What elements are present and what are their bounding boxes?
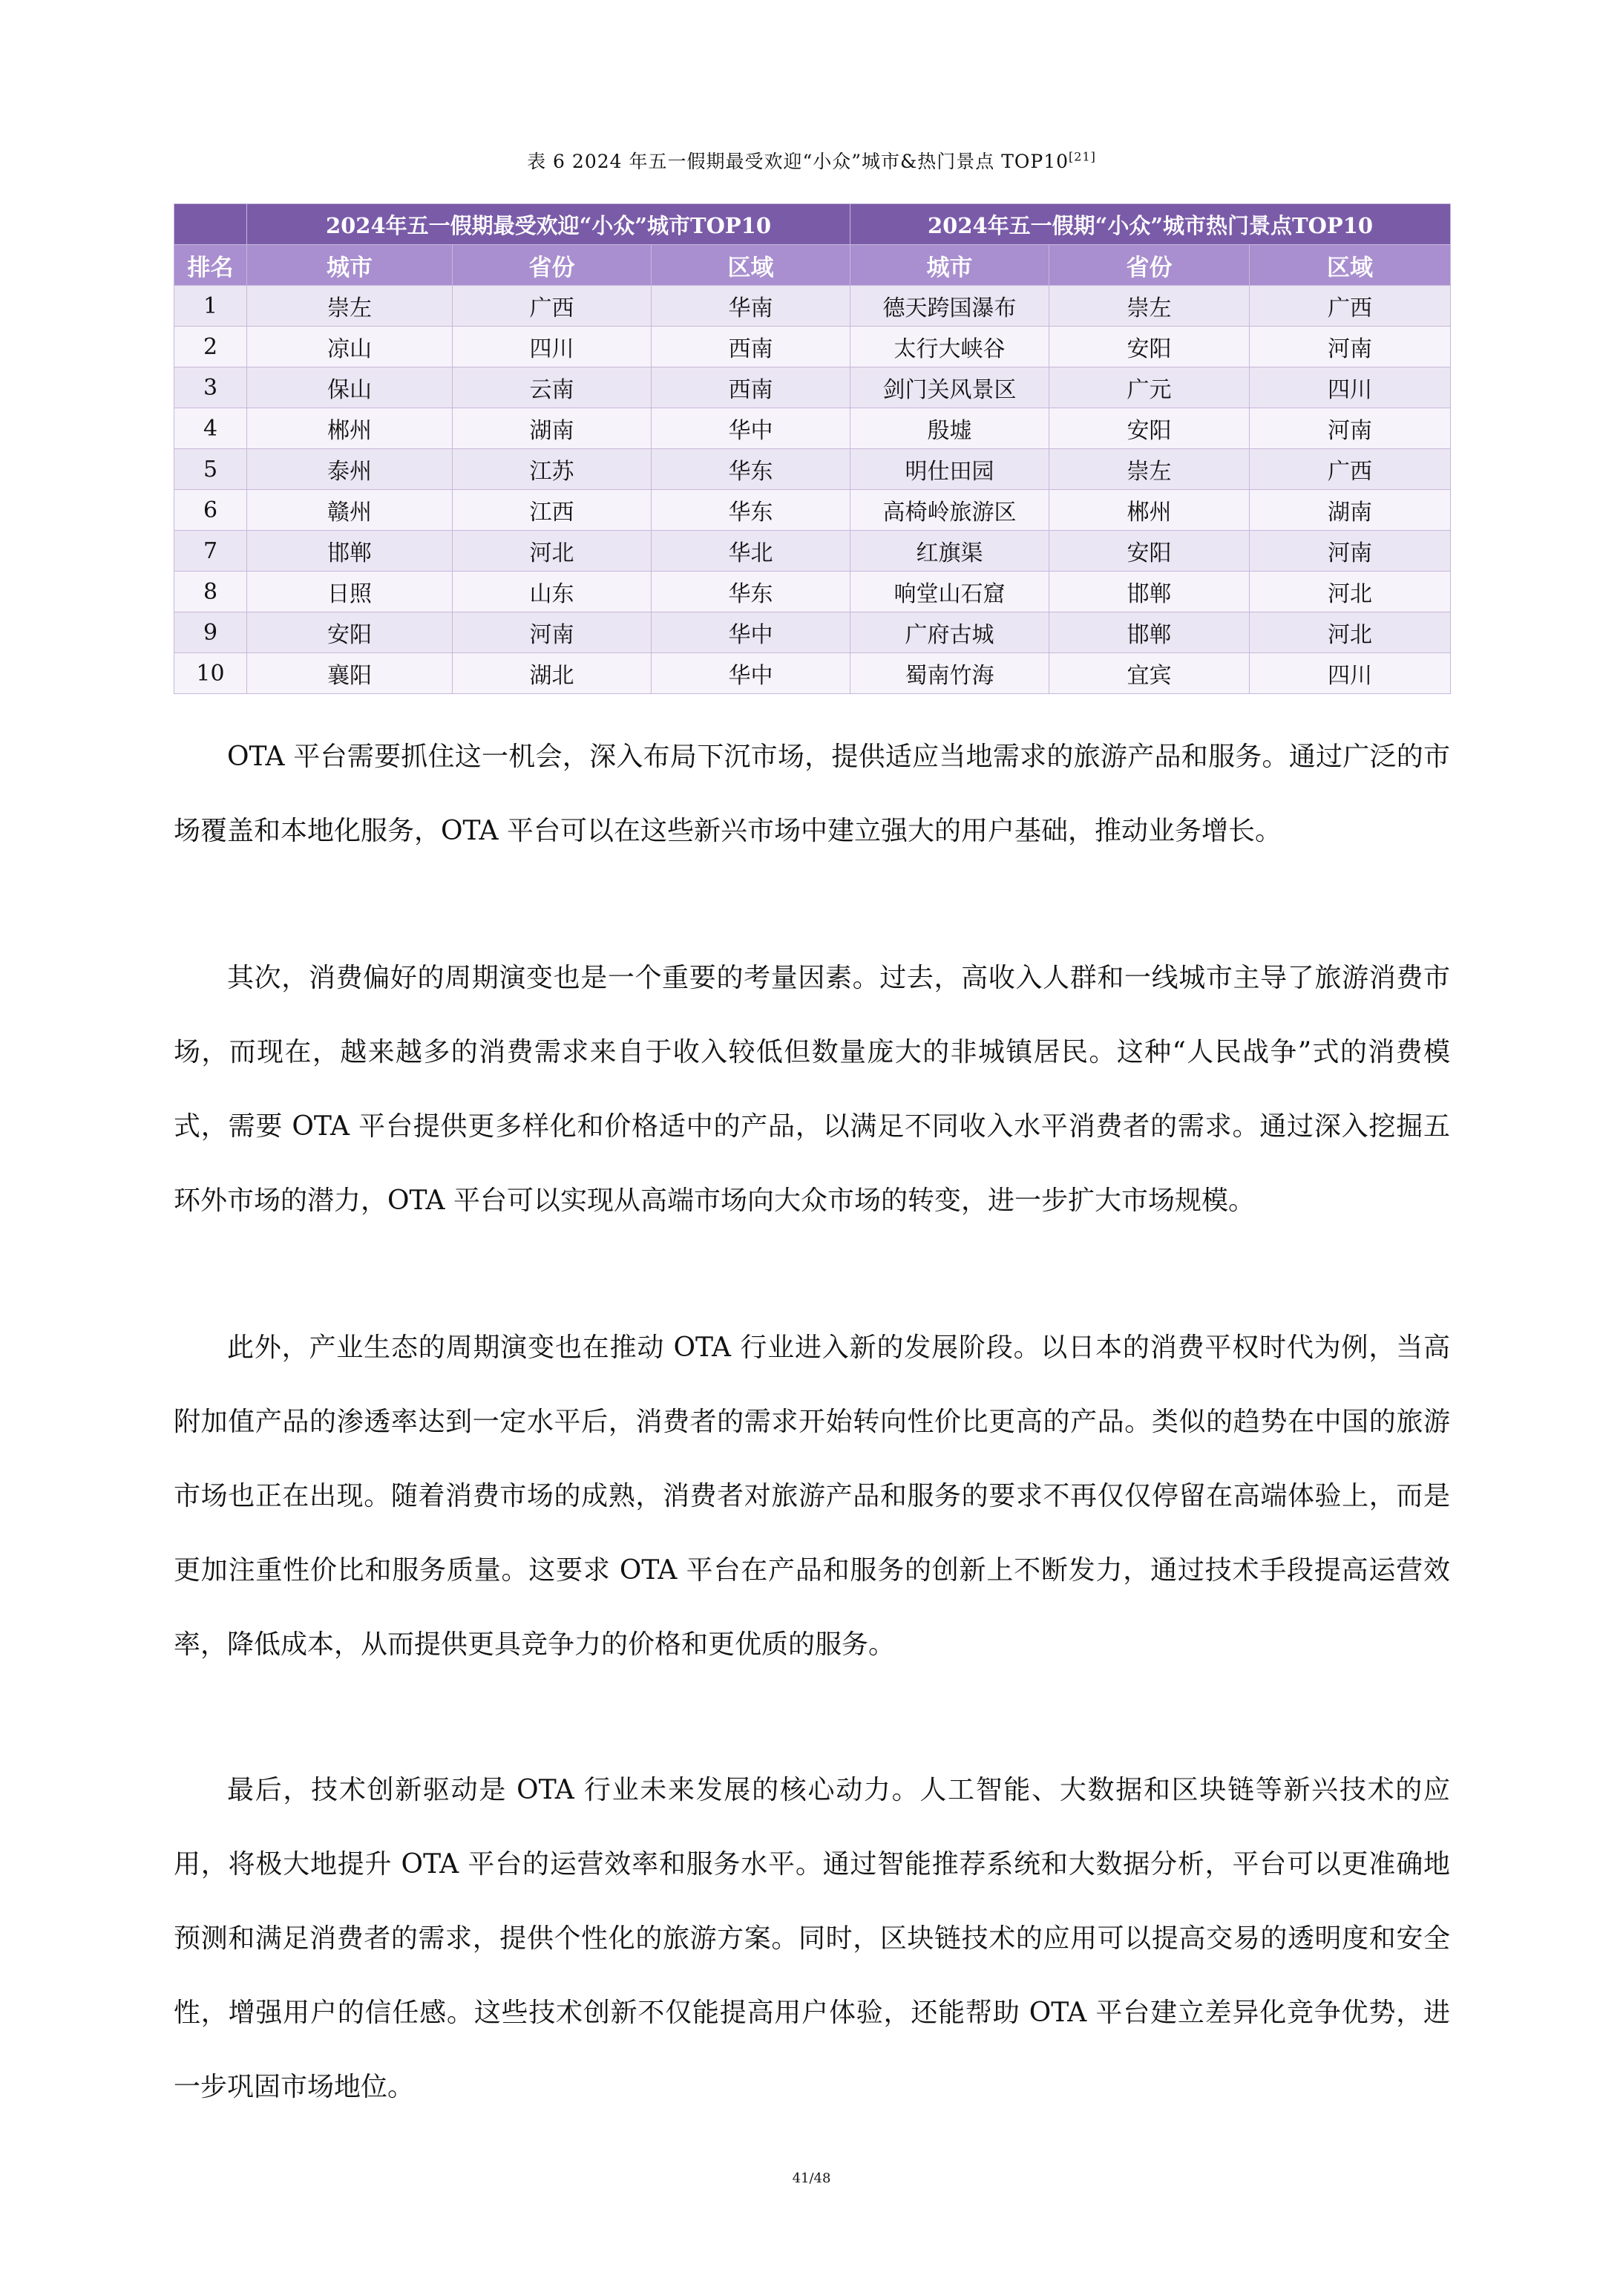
cell-rank: 4 <box>174 408 247 449</box>
group-header-blank <box>174 204 247 245</box>
caption-text: 表 6 2024 年五一假期最受欢迎“小众”城市&热门景点 TOP10 <box>527 151 1069 172</box>
cell-attraction-region: 河北 <box>1250 612 1451 653</box>
cell-attraction-province: 邯郸 <box>1049 612 1250 653</box>
cell-attraction: 广府古城 <box>850 612 1049 653</box>
cell-province: 湖南 <box>453 408 652 449</box>
cell-region: 华东 <box>652 572 850 612</box>
cell-attraction-region: 河北 <box>1250 572 1451 612</box>
cell-province: 云南 <box>453 367 652 408</box>
cell-region: 华东 <box>652 490 850 531</box>
cell-attraction: 太行大峡谷 <box>850 327 1049 367</box>
cell-region: 华南 <box>652 286 850 327</box>
table-row <box>174 286 1451 327</box>
cell-attraction-province: 安阳 <box>1049 531 1250 572</box>
cell-region: 西南 <box>652 367 850 408</box>
column-header-attraction: 城市 <box>850 245 1049 286</box>
cell-rank: 2 <box>174 327 247 367</box>
cell-attraction-province: 崇左 <box>1049 449 1250 490</box>
cell-attraction-province: 邯郸 <box>1049 572 1250 612</box>
cell-attraction: 剑门关风景区 <box>850 367 1049 408</box>
top10-table <box>174 203 1451 694</box>
group-header-cities: 2024年五一假期最受欢迎“小众”城市TOP10 <box>247 204 850 245</box>
table-row <box>174 612 1451 653</box>
table-row <box>174 327 1451 367</box>
cell-city: 邯郸 <box>247 531 453 572</box>
cell-attraction-province: 安阳 <box>1049 408 1250 449</box>
cell-rank: 8 <box>174 572 247 612</box>
cell-city: 襄阳 <box>247 653 453 694</box>
cell-attraction: 蜀南竹海 <box>850 653 1049 694</box>
paragraph-4: 最后，技术创新驱动是 OTA 行业未来发展的核心动力。人工智能、大数据和区块链等新兴技术的应用，将极大地提升 OTA 平台的运营效率和服务水平。通过智能推荐系统和大数据分析，平台可以更准确地预测和满足消费者的需求，提供个性化的旅游方案。同时，区块链技术的应用可以提高交易的透明度和安全性，增强用户的信任感。这些技术创新不仅能提高用户体验，还能帮助 OTA 平台建立差异化竞争优势，进一步巩固市场地位。 <box>174 1775 1450 2102</box>
cell-rank: 6 <box>174 490 247 531</box>
cell-attraction-region: 广西 <box>1250 449 1451 490</box>
cell-city: 赣州 <box>247 490 453 531</box>
cell-region: 华中 <box>652 408 850 449</box>
column-header-province: 省份 <box>453 245 652 286</box>
cell-attraction-region: 四川 <box>1250 367 1451 408</box>
cell-rank: 1 <box>174 286 247 327</box>
cell-attraction: 高椅岭旅游区 <box>850 490 1049 531</box>
table-row <box>174 572 1451 612</box>
cell-attraction: 明仕田园 <box>850 449 1049 490</box>
cell-province: 河北 <box>453 531 652 572</box>
cell-attraction: 红旗渠 <box>850 531 1049 572</box>
table-row <box>174 490 1451 531</box>
column-header-attraction-province: 省份 <box>1049 245 1250 286</box>
cell-region: 西南 <box>652 327 850 367</box>
table-row <box>174 408 1451 449</box>
cell-attraction-region: 河南 <box>1250 531 1451 572</box>
table-caption <box>0 147 1623 174</box>
cell-attraction: 德天跨国瀑布 <box>850 286 1049 327</box>
cell-city: 日照 <box>247 572 453 612</box>
cell-rank: 3 <box>174 367 247 408</box>
page-number: 41/48 <box>792 2171 831 2186</box>
cell-attraction-region: 河南 <box>1250 327 1451 367</box>
column-header-region: 区域 <box>652 245 850 286</box>
table-row <box>174 449 1451 490</box>
cell-attraction-province: 宜宾 <box>1049 653 1250 694</box>
caption-reference: [21] <box>1069 149 1096 164</box>
cell-city: 凉山 <box>247 327 453 367</box>
cell-city: 泰州 <box>247 449 453 490</box>
cell-attraction-province: 郴州 <box>1049 490 1250 531</box>
column-header-city: 城市 <box>247 245 453 286</box>
cell-attraction-region: 河南 <box>1250 408 1451 449</box>
cell-attraction-province: 广元 <box>1049 367 1250 408</box>
cell-province: 四川 <box>453 327 652 367</box>
cell-province: 江西 <box>453 490 652 531</box>
paragraph-2: 其次，消费偏好的周期演变也是一个重要的考量因素。过去，高收入人群和一线城市主导了旅游消费市场，而现在，越来越多的消费需求来自于收入较低但数量庞大的非城镇居民。这种“人民战争”式的消费模式，需要 OTA 平台提供更多样化和价格适中的产品，以满足不同收入水平消费者的需求。通过深入挖掘五环外市场的潜力，OTA 平台可以实现从高端市场向大众市场的转变，进一步扩大市场规模。 <box>174 963 1450 1216</box>
cell-attraction-region: 四川 <box>1250 653 1451 694</box>
cell-attraction-region: 广西 <box>1250 286 1451 327</box>
cell-rank: 7 <box>174 531 247 572</box>
paragraph-1: OTA 平台需要抓住这一机会，深入布局下沉市场，提供适应当地需求的旅游产品和服务。通过广泛的市场覆盖和本地化服务，OTA 平台可以在这些新兴市场中建立强大的用户基础，推动业务增长。 <box>174 742 1450 846</box>
cell-region: 华中 <box>652 612 850 653</box>
group-header-row <box>174 204 1451 245</box>
table-row <box>174 367 1451 408</box>
cell-attraction-province: 安阳 <box>1049 327 1250 367</box>
cell-region: 华东 <box>652 449 850 490</box>
group-header-attractions: 2024年五一假期“小众”城市热门景点TOP10 <box>850 204 1451 245</box>
column-header-attraction-region: 区域 <box>1250 245 1451 286</box>
cell-province: 河南 <box>453 612 652 653</box>
cell-attraction: 殷墟 <box>850 408 1049 449</box>
cell-region: 华中 <box>652 653 850 694</box>
cell-province: 江苏 <box>453 449 652 490</box>
cell-province: 山东 <box>453 572 652 612</box>
cell-rank: 10 <box>174 653 247 694</box>
cell-province: 广西 <box>453 286 652 327</box>
cell-province: 湖北 <box>453 653 652 694</box>
cell-city: 崇左 <box>247 286 453 327</box>
cell-region: 华北 <box>652 531 850 572</box>
table-row <box>174 653 1451 694</box>
cell-city: 郴州 <box>247 408 453 449</box>
cell-rank: 5 <box>174 449 247 490</box>
cell-attraction-province: 崇左 <box>1049 286 1250 327</box>
column-header-rank: 排名 <box>174 245 247 286</box>
table-row <box>174 531 1451 572</box>
cell-attraction: 响堂山石窟 <box>850 572 1049 612</box>
cell-attraction-region: 湖南 <box>1250 490 1451 531</box>
paragraph-3: 此外，产业生态的周期演变也在推动 OTA 行业进入新的发展阶段。以日本的消费平权时代为例，当高附加值产品的渗透率达到一定水平后，消费者的需求开始转向性价比更高的产品。类似的趋势在中国的旅游市场也正在出现。随着消费市场的成熟，消费者对旅游产品和服务的要求不再仅仅停留在高端体验上，而是更加注重性价比和服务质量。这要求 OTA 平台在产品和服务的创新上不断发力，通过技术手段提高运营效率，降低成本，从而提供更具竞争力的价格和更优质的服务。 <box>174 1332 1450 1660</box>
cell-city: 保山 <box>247 367 453 408</box>
column-header-row <box>174 245 1451 286</box>
cell-rank: 9 <box>174 612 247 653</box>
cell-city: 安阳 <box>247 612 453 653</box>
